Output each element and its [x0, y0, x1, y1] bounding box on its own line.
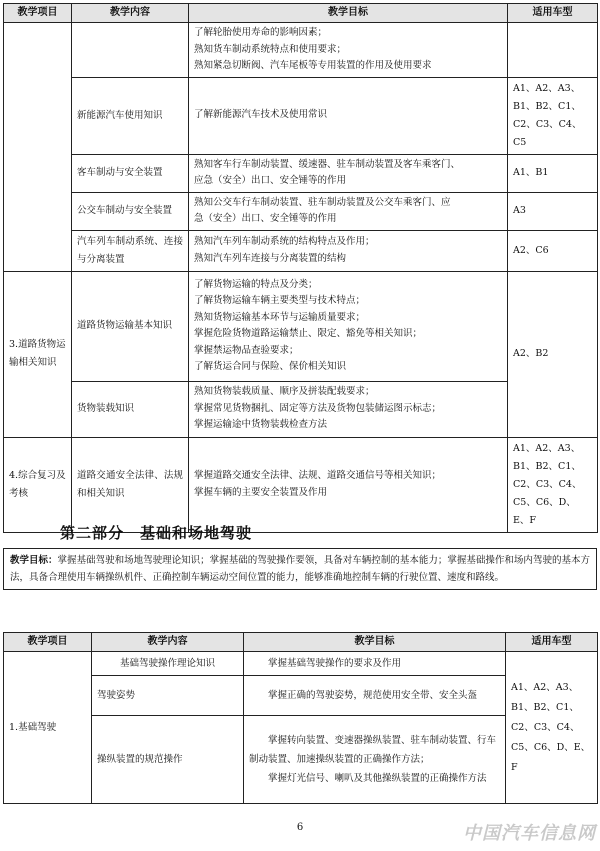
table-header-row	[4, 4, 598, 23]
table-row	[4, 652, 598, 676]
header-project: 教学项目	[4, 4, 72, 23]
cars-cell: A1、A2、A3、B1、B2、C1、C2、C3、C4、C5	[508, 77, 598, 154]
goal-cell	[244, 652, 506, 676]
table-row	[4, 230, 598, 271]
goal-line: 了解货物运输的特点及分类；	[194, 278, 318, 290]
cars-cell: A1、B1	[508, 154, 598, 192]
cars-cell: A3	[508, 192, 598, 230]
goal-line: 掌握灯光信号、喇叭及其他操纵装置的正确操作方法	[268, 773, 487, 784]
cars-cell: A1、A2、A3、B1、B2、C1、C2、C3、C4、C5、C6、D、E、F	[506, 652, 598, 804]
header-cars: 适用车型	[508, 4, 598, 23]
goal-line: 熟知货车制动系统特点和使用要求；	[194, 43, 347, 55]
table-row	[4, 437, 598, 532]
goal-line: 掌握转向装置、变速器操纵装置、驻车制动装置、行车制动装置、加速操纵装置的正确操作方法；	[249, 735, 497, 765]
goal-line: 了解轮胎使用寿命的影响因素；	[194, 27, 328, 38]
goal-cell	[189, 154, 508, 192]
project-cell: 4.综合复习及考核	[4, 437, 72, 532]
watermark-logo: 中国汽车信息网	[463, 823, 596, 844]
content-cell: 基础驾驶操作理论知识	[92, 652, 244, 676]
teaching-table-part2	[3, 632, 598, 804]
table-row	[4, 77, 598, 154]
goal-line: 掌握常见货物捆扎、固定等方法及货物包装储运图示标志；	[194, 402, 442, 414]
goal-line: 掌握运输途中货物装载检查方法	[194, 419, 328, 431]
goal-line: 熟知客车行车制动装置、缓速器、驻车制动装置及客车乘客门、	[194, 158, 461, 170]
content-cell: 驾驶姿势	[92, 676, 244, 716]
goal-line: 掌握危险货物道路运输禁止、限定、豁免等相关知识；	[194, 328, 423, 339]
goal-line: 了解货运合同与保险、保价相关知识	[194, 361, 347, 372]
goal-line: 掌握道路交通安全法律、法规、道路交通信号等相关知识；	[194, 470, 442, 481]
table-row	[4, 192, 598, 230]
content-cell	[72, 23, 189, 78]
goal-line: 掌握车辆的主要安全装置及作用	[194, 486, 328, 498]
header-goal: 教学目标	[244, 633, 506, 652]
cars-cell-empty	[508, 23, 598, 78]
project-cell	[4, 23, 72, 272]
cars-cell: A1、A2、A3、B1、B2、C1、C2、C3、C4、C5、C6、D、E、F	[508, 437, 598, 532]
goal-line: 熟知货物运输基本环节与运输质量要求；	[194, 311, 366, 323]
content-cell: 道路货物运输基本知识	[72, 271, 189, 381]
table-row	[4, 271, 598, 381]
goal-line: 掌握正确的驾驶姿势，规范使用安全带、安全头盔	[268, 689, 478, 701]
goal-cell	[189, 230, 508, 271]
goal-cell	[244, 716, 506, 804]
goal-cell	[189, 192, 508, 230]
header-cars: 适用车型	[506, 633, 598, 652]
goal-line: 急（安全）出口、安全锤等的作用	[194, 213, 337, 224]
goal-cell	[189, 271, 508, 381]
cars-cell: A2、B2	[508, 271, 598, 437]
project-cell: 1.基础驾驶	[4, 652, 92, 804]
goal-line: 了解新能源汽车技术及使用常识	[194, 109, 328, 121]
header-goal: 教学目标	[189, 4, 508, 23]
teaching-table-part1	[3, 3, 598, 533]
table-header-row	[4, 633, 598, 652]
goal-text: 掌握基础驾驶和场地驾驶理论知识；掌握基础的驾驶操作要领，具备对车辆控制的基本能力；掌握基础操作和场内驾驶的基本方法，具备合理使用车辆操纵机件、正确控制车辆运动空间位置的能力，能够准确地控制车辆的行驶位置、速度和路线。	[10, 555, 590, 583]
table-row	[4, 154, 598, 192]
content-cell: 公交车制动与安全装置	[72, 192, 189, 230]
page-number: 6	[296, 822, 304, 833]
header-project: 教学项目	[4, 633, 92, 652]
goal-line: 应急（安全）出口、安全锤等的作用	[194, 175, 347, 186]
goal-cell	[189, 23, 508, 78]
content-cell: 客车制动与安全装置	[72, 154, 189, 192]
goal-line: 熟知紧急切断阀、汽车尾板等专用装置的作用及使用要求	[194, 60, 432, 71]
project-cell: 3.道路货物运输相关知识	[4, 271, 72, 437]
goal-cell	[189, 437, 508, 532]
goal-line: 掌握禁运物品查验要求；	[194, 344, 299, 356]
goal-line: 熟知汽车列车制动系统的结构特点及作用；	[194, 236, 375, 247]
goal-line: 熟知公交车行车制动装置、驻车制动装置及公交车乘客门、应	[194, 196, 451, 208]
goal-cell	[189, 381, 508, 437]
content-cell: 新能源汽车使用知识	[72, 77, 189, 154]
goal-cell	[244, 676, 506, 716]
content-cell: 操纵装置的规范操作	[92, 716, 244, 804]
content-cell: 货物装载知识	[72, 381, 189, 437]
goal-label: 教学目标：	[10, 555, 58, 566]
goal-line: 掌握基础驾驶操作的要求及作用	[268, 657, 402, 669]
section-title: 第二部分 基础和场地驾驶	[60, 524, 253, 542]
header-content: 教学内容	[72, 4, 189, 23]
goal-line: 了解货物运输车辆主要类型与技术特点；	[194, 295, 366, 306]
content-cell: 道路交通安全法律、法规和相关知识	[72, 437, 189, 532]
goal-line: 熟知货物装载质量、顺序及拼装配载要求；	[194, 386, 375, 398]
cars-cell: A2、C6	[508, 230, 598, 271]
header-content: 教学内容	[92, 633, 244, 652]
goal-line: 熟知汽车列车连接与分离装置的结构	[194, 252, 347, 264]
content-cell: 汽车列车制动系统、连接与分离装置	[72, 230, 189, 271]
table-row	[4, 23, 598, 78]
teaching-goal-box	[3, 548, 597, 590]
goal-cell	[189, 77, 508, 154]
